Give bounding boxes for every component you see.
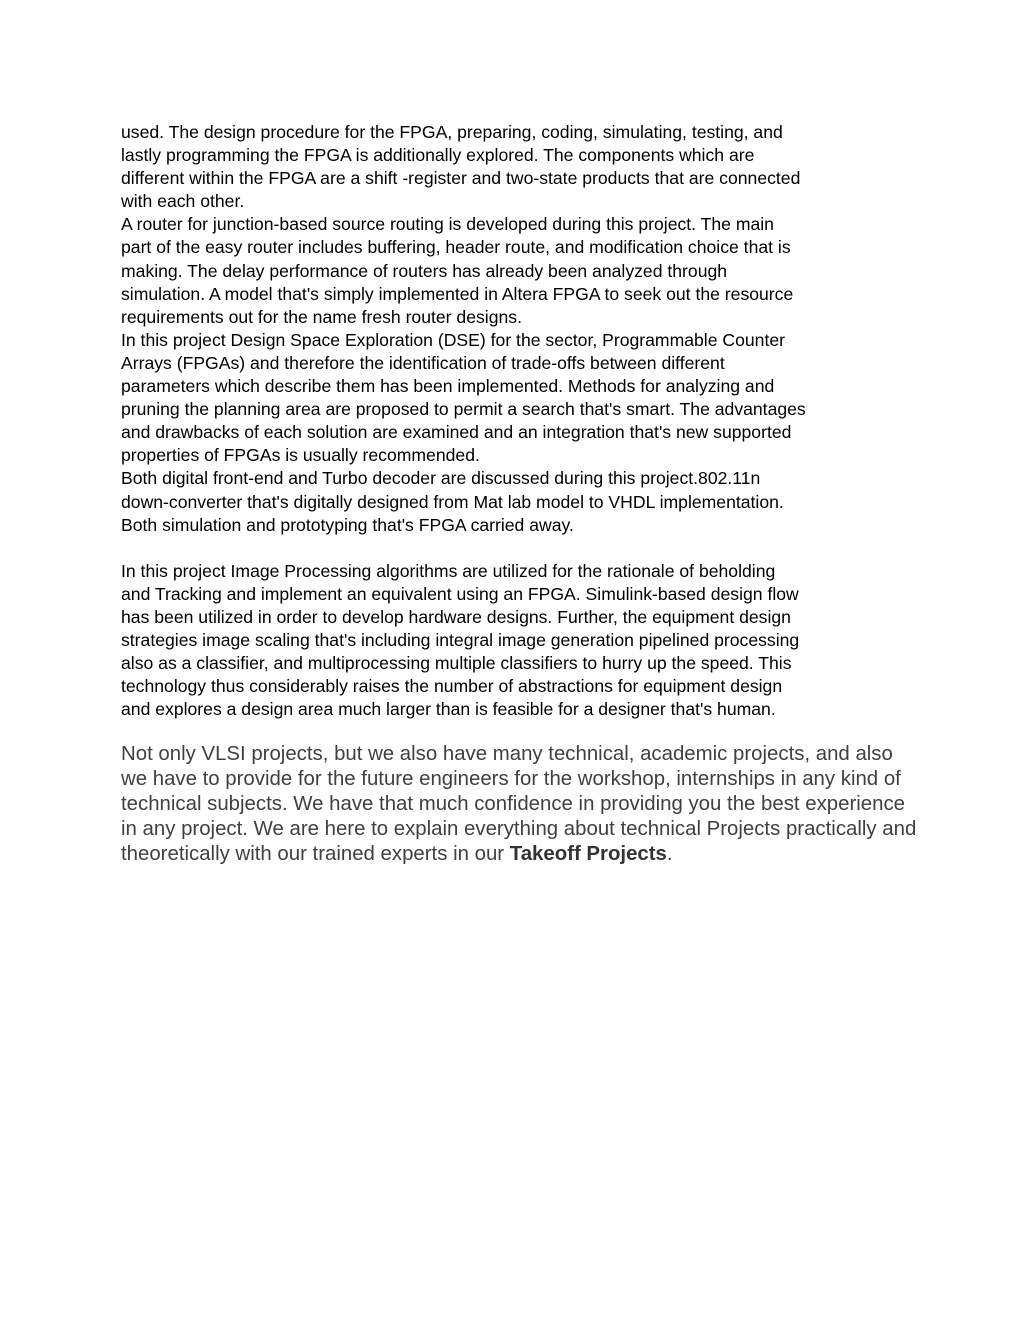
closing-text: Not only VLSI projects, but we also have many technical, academic projects, and also we have to provide for the future engineers for the workshop, internships in any kind of technical subjects. We have that much confidence in providing you the best experience in any project. We are here to explain everything about technical Projects practically and theoretically with our trained experts in our	[121, 743, 917, 866]
paragraph-image-processing: In this project Image Processing algorithms are utilized for the rationale of beholding and Tracking and implement an equivalent using an FPGA. Simulink-based design flow has been utilized in order to develop hardware designs. Further, the equipment design strategies image scaling that's including integral image generation pipelined processing also as a classifier, and multiprocessing multiple classifiers to hurry up the speed. This technology thus considerably raises the number of abstractions for equipment design and explores a design area much larger than is feasible for a designer that's human.	[121, 560, 800, 720]
paragraph-fpga-design: used. The design procedure for the FPGA, preparing, coding, simulating, testing, and lastly programming the FPGA is additionally explored. The components which are different within the FPGA are a shift -register and two-state products that are connected with each other.	[121, 122, 801, 212]
paragraph-dse: In this project Design Space Exploration (DSE) for the sector, Programmable Counter Arrays (FPGAs) and therefore the identification of trade-offs between different parameters which describe them has been implemented. Methods for analyzing and pruning the planning area are proposed to permit a search that's smart. The advantages and drawbacks of each solution are examined and an integration that's new supported properties of FPGAs is usually recommended.	[121, 329, 806, 466]
document-page	[121, 121, 921, 888]
paragraph-turbo-decoder: Both digital front-end and Turbo decoder are discussed during this project.802.11n down-converter that's digitally designed from Mat lab model to VHDL implementation. Both simulation and prototyping that's FPGA carried away.	[121, 468, 784, 535]
closing-paragraph	[121, 742, 921, 867]
paragraph-router: A router for junction-based source routing is developed during this project. The main part of the easy router includes buffering, header route, and modification choice that is making. The delay performance of routers has already been analyzed through simulation. A model that's simply implemented in Altera FPGA to seek out the resource requirements out for the name fresh router designs.	[121, 214, 794, 327]
brand-name: Takeoff Projects	[509, 843, 667, 866]
closing-period: .	[666, 843, 673, 866]
paragraph-spacer	[121, 537, 921, 560]
